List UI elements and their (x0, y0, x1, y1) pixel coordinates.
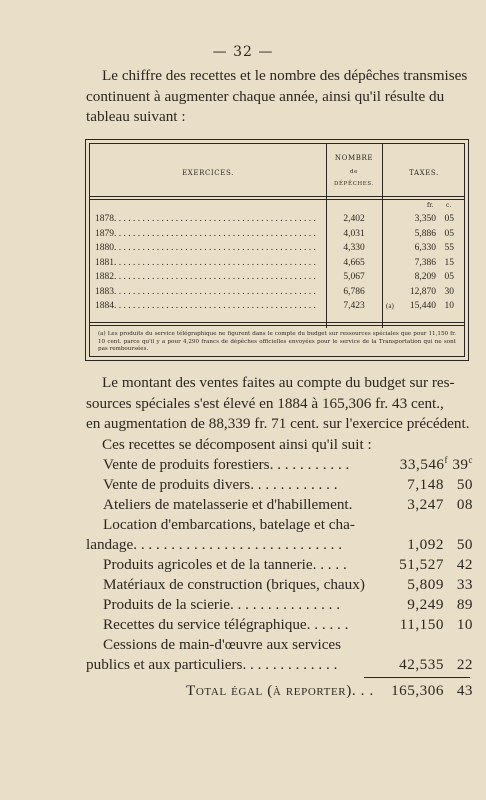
revenue-label: Vente de produits forestiers. . . . . . . . . . . (103, 456, 350, 473)
revenue-cents: 08 (456, 496, 473, 513)
revenue-amount: 7,148 (407, 476, 444, 493)
revenue-amount: 51,527 (399, 556, 444, 573)
revenue-label: landage. . . . . . . . . . . . . . . . . . . . . . . . . . . . (86, 536, 343, 553)
cent-mark: c (468, 454, 473, 465)
revenue-item (103, 575, 473, 595)
cents-cell: 15 (444, 257, 454, 268)
cents-cell: 05 (444, 228, 454, 239)
count-cell: 6,786 (343, 286, 365, 297)
revenue-label: Produits agricoles et de la tannerie. . . . . (103, 556, 347, 573)
revenue-amount: 3,247 (407, 496, 444, 513)
table-row (90, 301, 464, 316)
header-taxes: TAXES. (409, 169, 439, 177)
revenue-cents: 50 (456, 536, 473, 553)
total-amount: 165,306 (391, 682, 444, 699)
text-line: Ces recettes se décomposent ainsi qu'il suit : (102, 435, 372, 453)
revenue-amount: 33,546 (399, 456, 445, 473)
revenue-cents: 42 (456, 556, 473, 573)
revenue-cents: 10 (456, 616, 473, 633)
franc-mark: f (444, 454, 449, 465)
intro-paragraph (86, 66, 470, 128)
note-ref: (a) (386, 302, 394, 310)
text-line: Le montant des ventes faites au compte du budget sur res- (102, 374, 455, 391)
year-cell: 1882. . . . . . . . . . . . . . . . . . . . . . . . . . . . . . . . . . . . . . . . . . . (95, 272, 316, 282)
revenue-item (103, 615, 473, 635)
count-cell: 4,330 (343, 243, 365, 253)
header-nombre-de: de (350, 169, 358, 175)
francs-cell: 3,350 (414, 214, 436, 224)
revenue-label: Matériaux de construction (briques, chaux) (103, 576, 365, 593)
cents-cell: 05 (444, 272, 454, 282)
revenue-label: Produits de la scierie. . . . . . . . . . . . . . . (103, 596, 341, 613)
year-cell: 1883. . . . . . . . . . . . . . . . . . . . . . . . . . . . . . . . . . . . . . . . . . . (95, 286, 316, 297)
revenue-item (103, 515, 473, 535)
table-footnote: (a) Les produits du service télégraphique ne figurent dans le compte du budget sur ressources spéciales que pour 11,150 fr. 10 cent. parce qu'il y a pour 4,290 francs de dépêches officielles envoyées pour le service de la Transportation qui ne sont pas remboursées. (98, 331, 456, 353)
year-cell: 1879. . . . . . . . . . . . . . . . . . . . . . . . . . . . . . . . . . . . . . . . . . . (95, 228, 316, 239)
cents-cell: 10 (444, 301, 454, 311)
table-row (90, 243, 464, 258)
table-row (90, 229, 464, 244)
revenue-label: Recettes du service télégraphique. . . . . . (103, 616, 349, 633)
cents-cell: 30 (444, 286, 454, 297)
count-cell: 5,067 (343, 272, 365, 282)
revenue-cents: 39 (452, 456, 469, 473)
revenue-label: publics et aux particuliers. . . . . . . . . . . . . (86, 656, 338, 673)
header-exercices: EXERCICES. (182, 169, 234, 177)
francs-cell: 8,209 (414, 272, 436, 282)
revenue-label: Location d'embarcations, batelage et cha- (103, 516, 355, 533)
table-row (90, 272, 464, 287)
revenue-item (103, 595, 473, 615)
year-cell: 1878. . . . . . . . . . . . . . . . . . . . . . . . . . . . . . . . . . . . . . . . . . . (95, 214, 316, 224)
revenue-label: Cessions de main-d'œuvre aux services (103, 636, 342, 653)
year-cell: 1880. . . . . . . . . . . . . . . . . . . . . . . . . . . . . . . . . . . . . . . . . . . (95, 243, 316, 253)
count-cell: 4,031 (343, 228, 365, 239)
revenue-amount: 11,150 (399, 616, 444, 633)
text-line: continuent à augmenter chaque année, ainsi qu'il résulte du (86, 87, 445, 105)
revenue-amount: 1,092 (407, 536, 444, 553)
text-line: sources spéciales s'est élevé en 1884 à 165,306 fr. 43 cent., (86, 394, 444, 412)
year-cell: 1884. . . . . . . . . . . . . . . . . . . . . . . . . . . . . . . . . . . . . . . . . . . (95, 301, 316, 311)
revenue-item (103, 635, 473, 655)
text-line: Le chiffre des recettes et le nombre des dépêches transmises (102, 67, 468, 84)
year-cell: 1881. . . . . . . . . . . . . . . . . . . . . . . . . . . . . . . . . . . . . . . . . . . (95, 257, 316, 268)
header-rule (90, 196, 464, 200)
revenue-paragraph (86, 373, 470, 455)
revenue-item (103, 475, 473, 495)
francs-cell: 5,886 (414, 228, 436, 239)
francs-cell: 15,440 (409, 301, 436, 311)
page-number: — 32 — (212, 44, 274, 60)
francs-cell: 7,386 (414, 257, 436, 268)
table-row (90, 287, 464, 302)
revenue-item (86, 535, 473, 555)
revenue-cents: 89 (456, 596, 473, 613)
text-line: en augmentation de 88,339 fr. 71 cent. sur l'exercice précédent. (86, 415, 470, 432)
revenue-amount: 5,809 (407, 576, 444, 593)
count-cell: 7,423 (343, 301, 365, 311)
total-label: Total égal (à reporter). . . (186, 682, 374, 699)
revenue-item (103, 495, 473, 515)
header-nombre: NOMBRE (334, 154, 374, 162)
header-depeches: DÉPÊCHES. (334, 181, 374, 187)
cents-cell: 05 (444, 214, 454, 224)
table-row (90, 258, 464, 273)
total-line (186, 681, 473, 701)
footer-rule (90, 322, 464, 326)
revenue-label: Ateliers de matelasserie et d'habillement. (103, 496, 353, 513)
revenue-amount: 42,535 (399, 656, 444, 673)
unit-centimes: c. (446, 202, 452, 209)
revenue-cents: 22 (456, 656, 473, 673)
revenue-item (103, 555, 473, 575)
sum-rule (364, 677, 470, 678)
revenue-cents: 33 (456, 576, 473, 593)
cents-cell: 55 (444, 243, 454, 253)
revenue-item (103, 455, 473, 475)
revenue-item (86, 655, 473, 675)
francs-cell: 6,330 (414, 243, 436, 253)
unit-francs: fr. (427, 202, 434, 209)
total-cents: 43 (456, 682, 473, 699)
revenue-label: Vente de produits divers. . . . . . . . . . . . (103, 476, 338, 493)
count-cell: 4,665 (343, 257, 365, 268)
telegraph-table (85, 139, 469, 361)
count-cell: 2,402 (343, 214, 365, 224)
francs-cell: 12,870 (409, 286, 436, 297)
revenue-amount: 9,249 (407, 596, 444, 613)
text-line: tableau suivant : (86, 108, 186, 125)
revenue-cents: 50 (456, 476, 473, 493)
table-row (90, 214, 464, 229)
